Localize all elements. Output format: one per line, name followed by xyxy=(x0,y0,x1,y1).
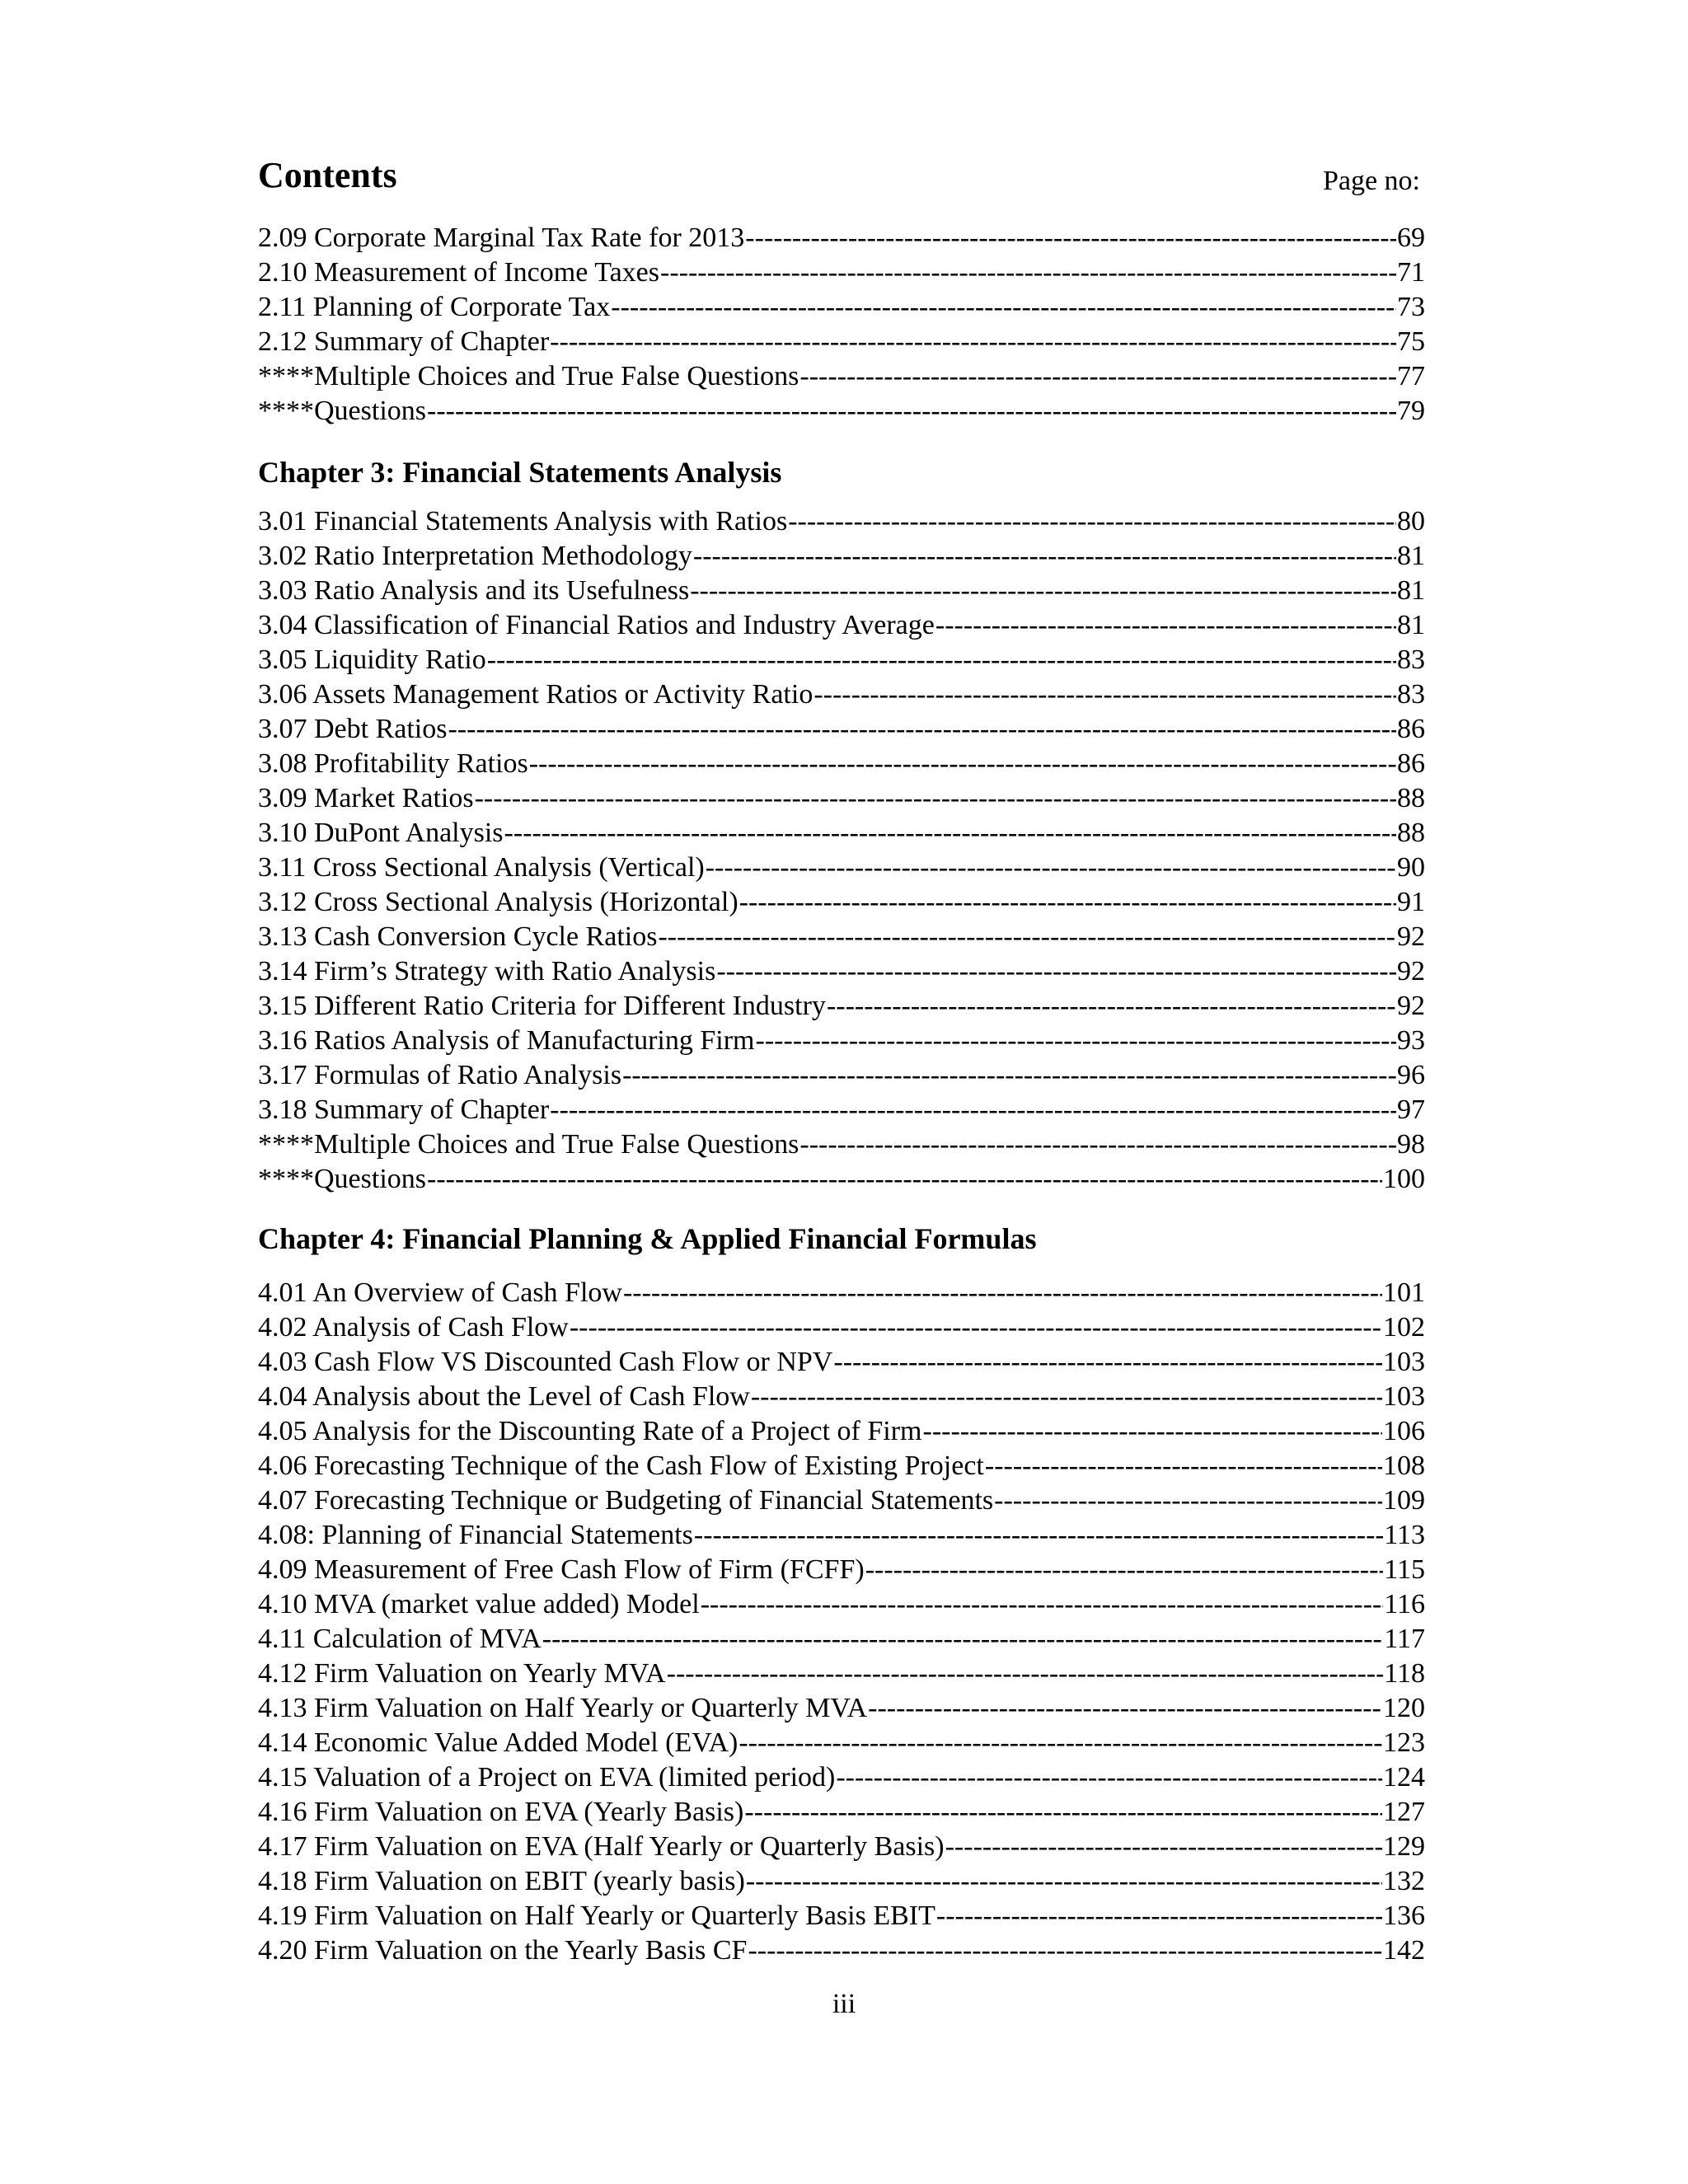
toc-entry[interactable] xyxy=(258,394,1425,429)
toc-entry[interactable] xyxy=(258,1553,1425,1587)
toc-dot-leader xyxy=(529,747,1396,781)
toc-entry-page-number: 71 xyxy=(1397,257,1425,288)
toc-entry-page-number: 96 xyxy=(1397,1060,1425,1090)
toc-entry-label: 2.12 Summary of Chapter xyxy=(258,326,550,357)
toc-dot-leader xyxy=(504,816,1396,851)
toc-dot-leader xyxy=(542,1622,1383,1657)
toc-entry-page-number: 142 xyxy=(1383,1935,1425,1966)
toc-entry-page-number: 83 xyxy=(1397,644,1425,675)
toc-entry[interactable] xyxy=(258,290,1425,325)
toc-entry[interactable] xyxy=(258,885,1425,920)
toc-entry[interactable] xyxy=(258,747,1425,781)
toc-dot-leader xyxy=(936,1899,1382,1933)
toc-entry-page-number: 106 xyxy=(1383,1416,1425,1446)
toc-entry-label: 3.08 Profitability Ratios xyxy=(258,748,528,779)
toc-entry[interactable] xyxy=(258,1933,1425,1968)
toc-dot-leader xyxy=(923,1414,1383,1449)
toc-entry[interactable] xyxy=(258,1622,1425,1657)
toc-entry-label: 4.07 Forecasting Technique or Budgeting of Financial Statements xyxy=(258,1485,994,1516)
toc-entry-label: 3.16 Ratios Analysis of Manufacturing Firm xyxy=(258,1025,755,1056)
toc-entry-page-number: 92 xyxy=(1397,956,1425,987)
toc-entry-page-number: 101 xyxy=(1383,1277,1425,1308)
toc-entry-label: 4.09 Measurement of Free Cash Flow of Firm (FCFF) xyxy=(258,1554,865,1585)
toc-entry-label: 4.17 Firm Valuation on EVA (Half Yearly or Quarterly Basis) xyxy=(258,1831,945,1862)
toc-entry[interactable] xyxy=(258,1518,1425,1553)
toc-dot-leader xyxy=(744,1795,1382,1830)
toc-entry-label: 3.06 Assets Management Ratios or Activity Ratio xyxy=(258,679,814,710)
toc-entry[interactable] xyxy=(258,1483,1425,1518)
chapter-3-heading-block xyxy=(258,454,1425,490)
toc-entry-label: 4.20 Firm Valuation on the Yearly Basis CF xyxy=(258,1935,748,1966)
toc-entry[interactable] xyxy=(258,989,1425,1024)
toc-entry-label: 4.01 An Overview of Cash Flow xyxy=(258,1277,622,1308)
toc-dot-leader xyxy=(701,1587,1384,1622)
toc-entry-label: 3.09 Market Ratios xyxy=(258,783,474,813)
toc-dot-leader xyxy=(427,1162,1382,1197)
toc-entry[interactable] xyxy=(258,712,1425,747)
toc-dot-leader xyxy=(739,885,1396,920)
toc-entry-page-number: 80 xyxy=(1397,506,1425,537)
toc-entry[interactable] xyxy=(258,1760,1425,1795)
toc-entry-page-number: 81 xyxy=(1397,575,1425,606)
toc-dot-leader xyxy=(833,1345,1382,1380)
toc-entry-label: 3.18 Summary of Chapter xyxy=(258,1094,550,1125)
toc-entry[interactable] xyxy=(258,1587,1425,1622)
toc-entry-label: 3.04 Classification of Financial Ratios and Industry Average xyxy=(258,610,935,640)
toc-entry-page-number: 81 xyxy=(1397,541,1425,571)
toc-entry-page-number: 108 xyxy=(1383,1451,1425,1481)
toc-dot-leader xyxy=(694,1518,1383,1553)
toc-entry-page-number: 117 xyxy=(1384,1624,1425,1654)
toc-entry[interactable] xyxy=(258,816,1425,851)
toc-entry-label: 3.07 Debt Ratios xyxy=(258,714,448,744)
toc-entry[interactable] xyxy=(258,1162,1425,1197)
toc-dot-leader xyxy=(748,1933,1382,1968)
toc-entry-label: 4.19 Firm Valuation on Half Yearly or Quarterly Basis EBIT xyxy=(258,1900,935,1931)
toc-entry-page-number: 90 xyxy=(1397,852,1425,883)
toc-entry-label: 3.10 DuPont Analysis xyxy=(258,818,504,848)
toc-entry[interactable] xyxy=(258,1691,1425,1726)
toc-dot-leader xyxy=(660,255,1396,290)
toc-entry-page-number: 120 xyxy=(1383,1693,1425,1723)
toc-entry-label: 4.03 Cash Flow VS Discounted Cash Flow or NPV xyxy=(258,1347,833,1377)
toc-dot-leader xyxy=(788,504,1396,539)
toc-entry-label: 3.03 Ratio Analysis and its Usefulness xyxy=(258,575,690,606)
toc-entry-label: 2.09 Corporate Marginal Tax Rate for 2013 xyxy=(258,223,745,253)
toc-entry-page-number: 79 xyxy=(1397,396,1425,426)
toc-dot-leader xyxy=(611,290,1396,325)
toc-dot-leader xyxy=(427,394,1396,429)
toc-entry-label: 3.14 Firm’s Strategy with Ratio Analysis xyxy=(258,956,716,987)
toc-entry[interactable] xyxy=(258,1830,1425,1864)
toc-entry-label: 2.11 Planning of Corporate Tax xyxy=(258,292,611,322)
toc-entry-label: 3.11 Cross Sectional Analysis (Vertical) xyxy=(258,852,705,883)
toc-entry-label: 3.02 Ratio Interpretation Methodology xyxy=(258,541,692,571)
toc-entry[interactable] xyxy=(258,643,1425,677)
toc-dot-leader xyxy=(667,1657,1384,1691)
toc-group-chapter-4 xyxy=(258,1276,1425,1968)
toc-entry[interactable] xyxy=(258,1024,1425,1058)
toc-group-chapter-3 xyxy=(258,504,1425,1197)
toc-entry[interactable] xyxy=(258,1414,1425,1449)
chapter-3-title: Chapter 3: Financial Statements Analysis xyxy=(258,456,782,489)
toc-entry-label: 4.10 MVA (market value added) Model xyxy=(258,1589,700,1619)
toc-entry[interactable] xyxy=(258,1657,1425,1691)
toc-dot-leader xyxy=(550,1093,1396,1127)
toc-dot-leader xyxy=(827,989,1396,1024)
toc-entry-page-number: 109 xyxy=(1383,1485,1425,1516)
toc-entry[interactable] xyxy=(258,677,1425,712)
toc-entry-page-number: 83 xyxy=(1397,679,1425,710)
toc-entry-page-number: 73 xyxy=(1397,292,1425,322)
toc-entry[interactable] xyxy=(258,539,1425,574)
toc-entry[interactable] xyxy=(258,1899,1425,1933)
toc-entry-label: 2.10 Measurement of Income Taxes xyxy=(258,257,660,288)
toc-entry[interactable] xyxy=(258,255,1425,290)
toc-dot-leader xyxy=(487,643,1396,677)
toc-dot-leader xyxy=(836,1760,1382,1795)
toc-entry-label: 4.08: Planning of Financial Statements xyxy=(258,1520,693,1550)
toc-entry-label: 4.15 Valuation of a Project on EVA (limited period) xyxy=(258,1762,836,1793)
toc-entry-label: 3.17 Formulas of Ratio Analysis xyxy=(258,1060,622,1090)
toc-dot-leader xyxy=(799,359,1396,394)
toc-entry-label: 4.16 Firm Valuation on EVA (Yearly Basis) xyxy=(258,1797,744,1827)
toc-entry-label: ****Multiple Choices and True False Questions xyxy=(258,1129,799,1160)
toc-entry-page-number: 97 xyxy=(1397,1094,1425,1125)
toc-entry-page-number: 81 xyxy=(1397,610,1425,640)
toc-entry-page-number: 118 xyxy=(1384,1658,1425,1689)
toc-entry[interactable] xyxy=(258,1795,1425,1830)
chapter-4-title: Chapter 4: Financial Planning & Applied Financial Formulas xyxy=(258,1222,1037,1255)
toc-dot-leader xyxy=(475,781,1396,816)
toc-dot-leader xyxy=(570,1310,1382,1345)
toc-dot-leader xyxy=(746,1864,1382,1899)
toc-dot-leader xyxy=(985,1449,1382,1483)
toc-entry-page-number: 92 xyxy=(1397,991,1425,1021)
page-number-column-label: Page no: xyxy=(1322,166,1420,196)
toc-entry[interactable] xyxy=(258,1345,1425,1380)
toc-dot-leader xyxy=(935,608,1396,643)
toc-entry-page-number: 116 xyxy=(1384,1589,1425,1619)
toc-entry-page-number: 86 xyxy=(1397,714,1425,744)
toc-entry-label: 4.11 Calculation of MVA xyxy=(258,1624,542,1654)
toc-entry[interactable] xyxy=(258,781,1425,816)
toc-entry-page-number: 103 xyxy=(1383,1347,1425,1377)
toc-entry[interactable] xyxy=(258,504,1425,539)
toc-dot-leader xyxy=(756,1024,1396,1058)
chapter-4-heading-block xyxy=(258,1221,1425,1257)
toc-dot-leader xyxy=(706,851,1396,885)
toc-entry[interactable] xyxy=(258,1058,1425,1093)
toc-dot-leader xyxy=(693,539,1396,574)
toc-entry-page-number: 88 xyxy=(1397,818,1425,848)
toc-entry[interactable] xyxy=(258,325,1425,359)
toc-entry[interactable] xyxy=(258,851,1425,885)
toc-entry[interactable] xyxy=(258,1093,1425,1127)
toc-dot-leader xyxy=(738,1726,1382,1760)
toc-entry[interactable] xyxy=(258,1726,1425,1760)
toc-entry-page-number: 100 xyxy=(1383,1164,1425,1194)
toc-entry-label: 3.15 Different Ratio Criteria for Different Industry xyxy=(258,991,826,1021)
toc-dot-leader xyxy=(550,325,1396,359)
toc-entry[interactable] xyxy=(258,608,1425,643)
toc-entry-page-number: 129 xyxy=(1383,1831,1425,1862)
toc-entry-page-number: 92 xyxy=(1397,921,1425,952)
toc-entry-label: 3.05 Liquidity Ratio xyxy=(258,644,486,675)
toc-entry-label: ****Multiple Choices and True False Questions xyxy=(258,361,799,391)
toc-entry-label: 3.13 Cash Conversion Cycle Ratios xyxy=(258,921,658,952)
toc-entry-page-number: 77 xyxy=(1397,361,1425,391)
toc-dot-leader xyxy=(945,1830,1382,1864)
toc-entry-label: 3.01 Financial Statements Analysis with Ratios xyxy=(258,506,788,537)
toc-entry-label: 4.12 Firm Valuation on Yearly MVA xyxy=(258,1658,666,1689)
toc-entry[interactable] xyxy=(258,1864,1425,1899)
toc-entry[interactable] xyxy=(258,221,1425,255)
toc-entry-label: 3.12 Cross Sectional Analysis (Horizontal) xyxy=(258,887,738,917)
toc-entry-label: ****Questions xyxy=(258,396,426,426)
toc-entry-page-number: 86 xyxy=(1397,748,1425,779)
toc-entry-label: 4.02 Analysis of Cash Flow xyxy=(258,1312,569,1343)
toc-dot-leader xyxy=(814,677,1396,712)
toc-dot-leader xyxy=(716,954,1396,989)
toc-entry-page-number: 123 xyxy=(1383,1727,1425,1758)
toc-entry-page-number: 124 xyxy=(1383,1762,1425,1793)
contents-header xyxy=(258,148,1425,206)
toc-dot-leader xyxy=(690,574,1396,608)
toc-entry-page-number: 115 xyxy=(1384,1554,1425,1585)
toc-entry-label: 4.05 Analysis for the Discounting Rate of a Project of Firm xyxy=(258,1416,922,1446)
toc-dot-leader xyxy=(745,221,1396,255)
toc-entry-page-number: 103 xyxy=(1383,1381,1425,1412)
toc-dot-leader xyxy=(623,1276,1382,1310)
toc-entry-page-number: 98 xyxy=(1397,1129,1425,1160)
toc-dot-leader xyxy=(994,1483,1382,1518)
toc-entry-label: 4.18 Firm Valuation on EBIT (yearly basis) xyxy=(258,1866,745,1896)
toc-dot-leader xyxy=(865,1553,1384,1587)
toc-dot-leader xyxy=(658,920,1396,954)
toc-entry-page-number: 69 xyxy=(1397,223,1425,253)
toc-entry-label: 4.06 Forecasting Technique of the Cash Flow of Existing Project xyxy=(258,1451,984,1481)
toc-entry-page-number: 91 xyxy=(1397,887,1425,917)
toc-entry-page-number: 127 xyxy=(1383,1797,1425,1827)
toc-entry-page-number: 132 xyxy=(1383,1866,1425,1896)
toc-entry[interactable] xyxy=(258,954,1425,989)
toc-dot-leader xyxy=(799,1127,1396,1162)
toc-dot-leader xyxy=(622,1058,1396,1093)
toc-entry-label: ****Questions xyxy=(258,1164,426,1194)
toc-entry-page-number: 88 xyxy=(1397,783,1425,813)
toc-entry-page-number: 93 xyxy=(1397,1025,1425,1056)
toc-entry-page-number: 75 xyxy=(1397,326,1425,357)
toc-entry[interactable] xyxy=(258,1276,1425,1310)
page-title: Contents xyxy=(258,155,397,195)
toc-group-chapter-2 xyxy=(258,221,1425,429)
toc-entry-page-number: 113 xyxy=(1384,1520,1425,1550)
toc-dot-leader xyxy=(448,712,1396,747)
toc-dot-leader xyxy=(751,1380,1382,1414)
toc-entry-label: 4.13 Firm Valuation on Half Yearly or Quarterly MVA xyxy=(258,1693,868,1723)
toc-entry[interactable] xyxy=(258,1310,1425,1345)
toc-entry[interactable] xyxy=(258,920,1425,954)
toc-entry-label: 4.14 Economic Value Added Model (EVA) xyxy=(258,1727,738,1758)
page-folio: iii xyxy=(832,1989,856,2019)
toc-entry[interactable] xyxy=(258,359,1425,394)
toc-dot-leader xyxy=(868,1691,1382,1726)
toc-entry[interactable] xyxy=(258,574,1425,608)
toc-entry[interactable] xyxy=(258,1449,1425,1483)
toc-entry-label: 4.04 Analysis about the Level of Cash Flow xyxy=(258,1381,750,1412)
toc-entry-page-number: 136 xyxy=(1383,1900,1425,1931)
toc-entry[interactable] xyxy=(258,1380,1425,1414)
toc-entry[interactable] xyxy=(258,1127,1425,1162)
toc-entry-page-number: 102 xyxy=(1383,1312,1425,1343)
